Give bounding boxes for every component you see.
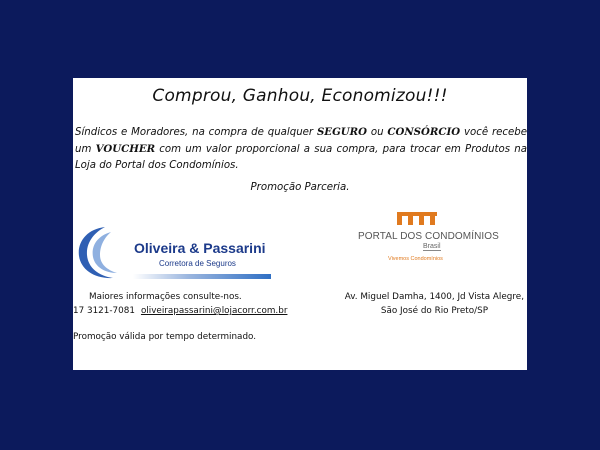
promo-card [73, 78, 527, 370]
portal-name: PORTAL DOS CONDOMÍNIOS [358, 231, 499, 242]
portal-country: Brasil [423, 243, 441, 250]
contact-phone: 17 3121-7081 [73, 306, 135, 316]
body-seguro: SEGURO [316, 126, 368, 138]
body-voucher: VOUCHER [95, 143, 156, 155]
body-consorcio: CONSÓRCIO [387, 126, 461, 138]
body-part-4: com um valor proporcional a sua compra, para trocar em Produtos na Loja do Portal dos Condomínios. [75, 144, 527, 171]
oliveira-passarini-name: Oliveira & Passarini [134, 240, 266, 256]
address-line-2: São José do Rio Preto/SP [380, 306, 488, 316]
contact-email-link[interactable]: oliveirapassarini@lojacorr.com.br [140, 306, 288, 316]
swoosh-logo-icon [75, 224, 137, 282]
portal-condominios-logo [355, 210, 505, 270]
body-part-1: Síndicos e Moradores, na compra de qualquer [75, 127, 317, 138]
contact-intro: Maiores informações consulte-nos. [89, 292, 242, 302]
body-part-3: você recebe um [75, 127, 528, 155]
headline: Comprou, Ganhou, Economizou!!! [152, 86, 448, 106]
portal-tagline: Vivemos Condomínios [388, 256, 443, 262]
oliveira-passarini-logo [75, 224, 275, 282]
oliveira-passarini-subtitle: Corretora de Seguros [159, 259, 236, 268]
validity-note: Promoção válida por tempo determinado. [73, 332, 257, 342]
promo-partnership: Promoção Parceria. [250, 182, 350, 193]
building-roof-icon [395, 210, 439, 226]
address-line-1: Av. Miguel Damha, 1400, Jd Vista Alegre, [344, 292, 524, 302]
body-part-2: ou [367, 127, 388, 138]
logo-stripe [133, 274, 271, 279]
contact-line [73, 306, 287, 316]
promo-description [75, 124, 527, 174]
